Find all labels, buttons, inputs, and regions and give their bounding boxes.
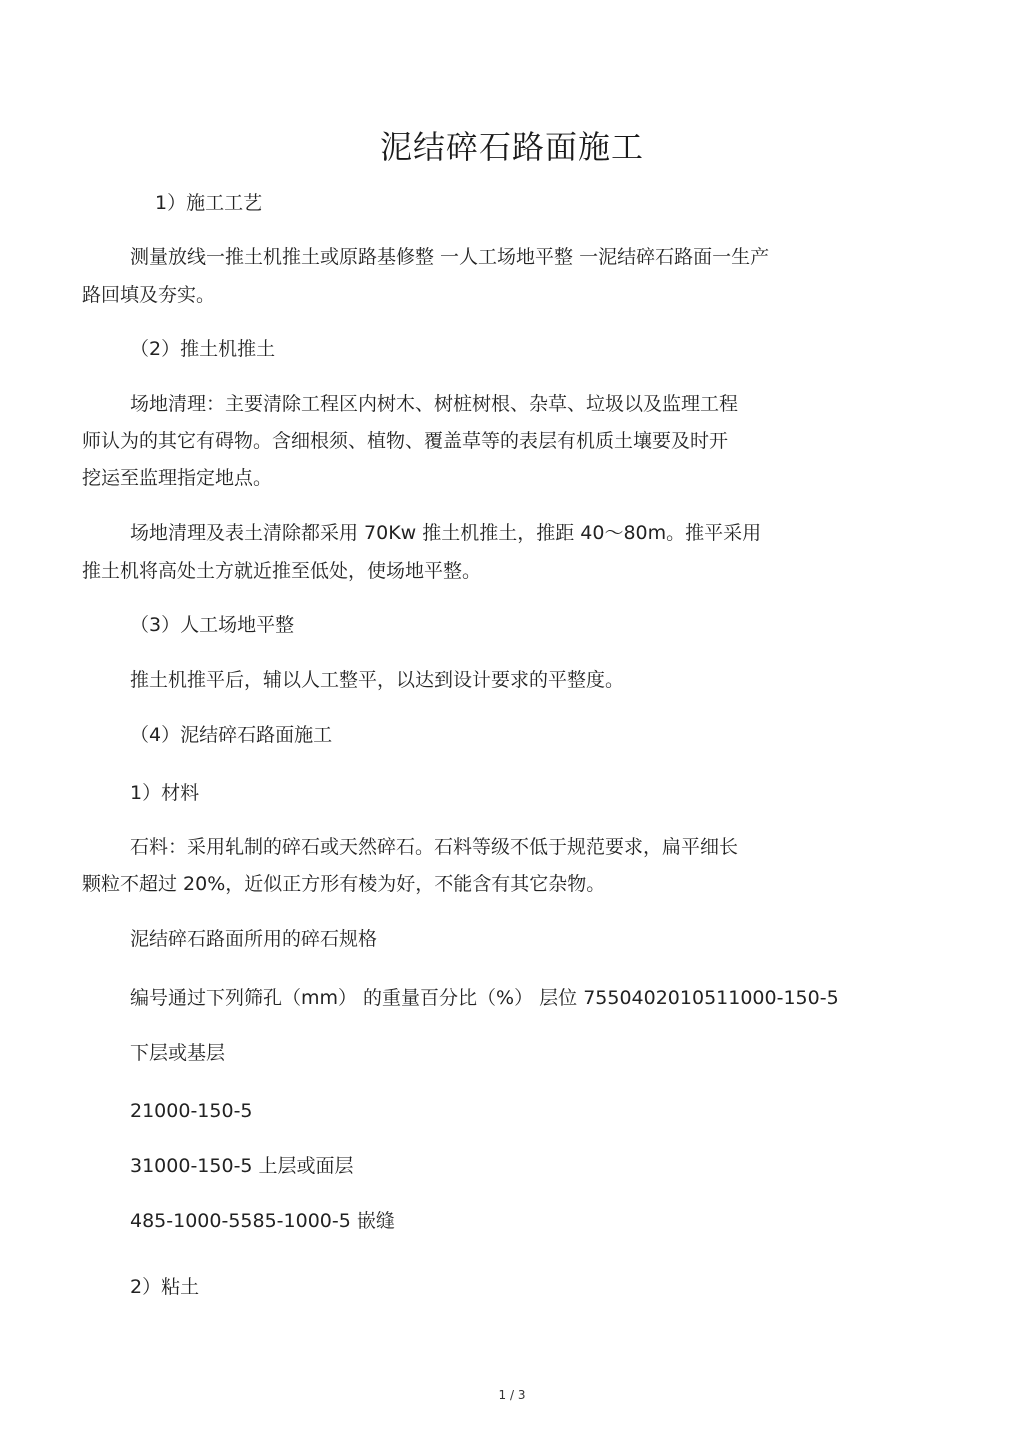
- section-heading: （4）泥结碎石路面施工: [130, 724, 333, 746]
- subsection-heading: 2）粘土: [130, 1276, 200, 1298]
- table-row: 485-1000-5585-1000-5 嵌缝: [130, 1210, 395, 1232]
- table-row: 下层或基层: [130, 1042, 226, 1064]
- table-row: 21000-150-5: [130, 1100, 253, 1122]
- section-heading: （2）推土机推土: [130, 338, 276, 360]
- paragraph-line: 场地清理：主要清除工程区内树木、树桩树根、杂草、垃圾以及监理工程: [130, 393, 739, 415]
- paragraph-line: 推土机将高处土方就近推至低处，使场地平整。: [82, 560, 482, 582]
- section-heading: 1）施工工艺: [155, 192, 263, 214]
- table-header-line: 编号通过下列筛孔（mm） 的重量百分比（%） 层位 7550402010511000-150-5: [130, 987, 839, 1009]
- paragraph-line: 石料：采用轧制的碎石或天然碎石。石料等级不低于规范要求，扁平细长: [130, 836, 739, 858]
- paragraph-line: 泥结碎石路面所用的碎石规格: [130, 928, 378, 950]
- page-number: 1 / 3: [498, 1388, 526, 1402]
- paragraph-line: 路回填及夯实。: [82, 284, 216, 306]
- subsection-heading: 1）材料: [130, 782, 200, 804]
- paragraph-line: 场地清理及表土清除都采用 70Kw 推土机推土，推距 40～80m。推平采用: [130, 522, 762, 544]
- paragraph-line: 颗粒不超过 20%，近似正方形有棱为好，不能含有其它杂物。: [82, 873, 606, 895]
- section-heading: （3）人工场地平整: [130, 614, 295, 636]
- page-title: 泥结碎石路面施工: [379, 128, 644, 166]
- paragraph-line: 师认为的其它有碍物。含细根须、植物、覆盖草等的表层有机质土壤要及时开: [82, 430, 729, 452]
- table-row: 31000-150-5 上层或面层: [130, 1155, 354, 1177]
- paragraph-line: 推土机推平后，辅以人工整平，以达到设计要求的平整度。: [130, 669, 625, 691]
- paragraph-line: 挖运至监理指定地点。: [82, 467, 273, 489]
- paragraph-line: 测量放线一推土机推土或原路基修整 一人工场地平整 一泥结碎石路面一生产: [130, 246, 770, 268]
